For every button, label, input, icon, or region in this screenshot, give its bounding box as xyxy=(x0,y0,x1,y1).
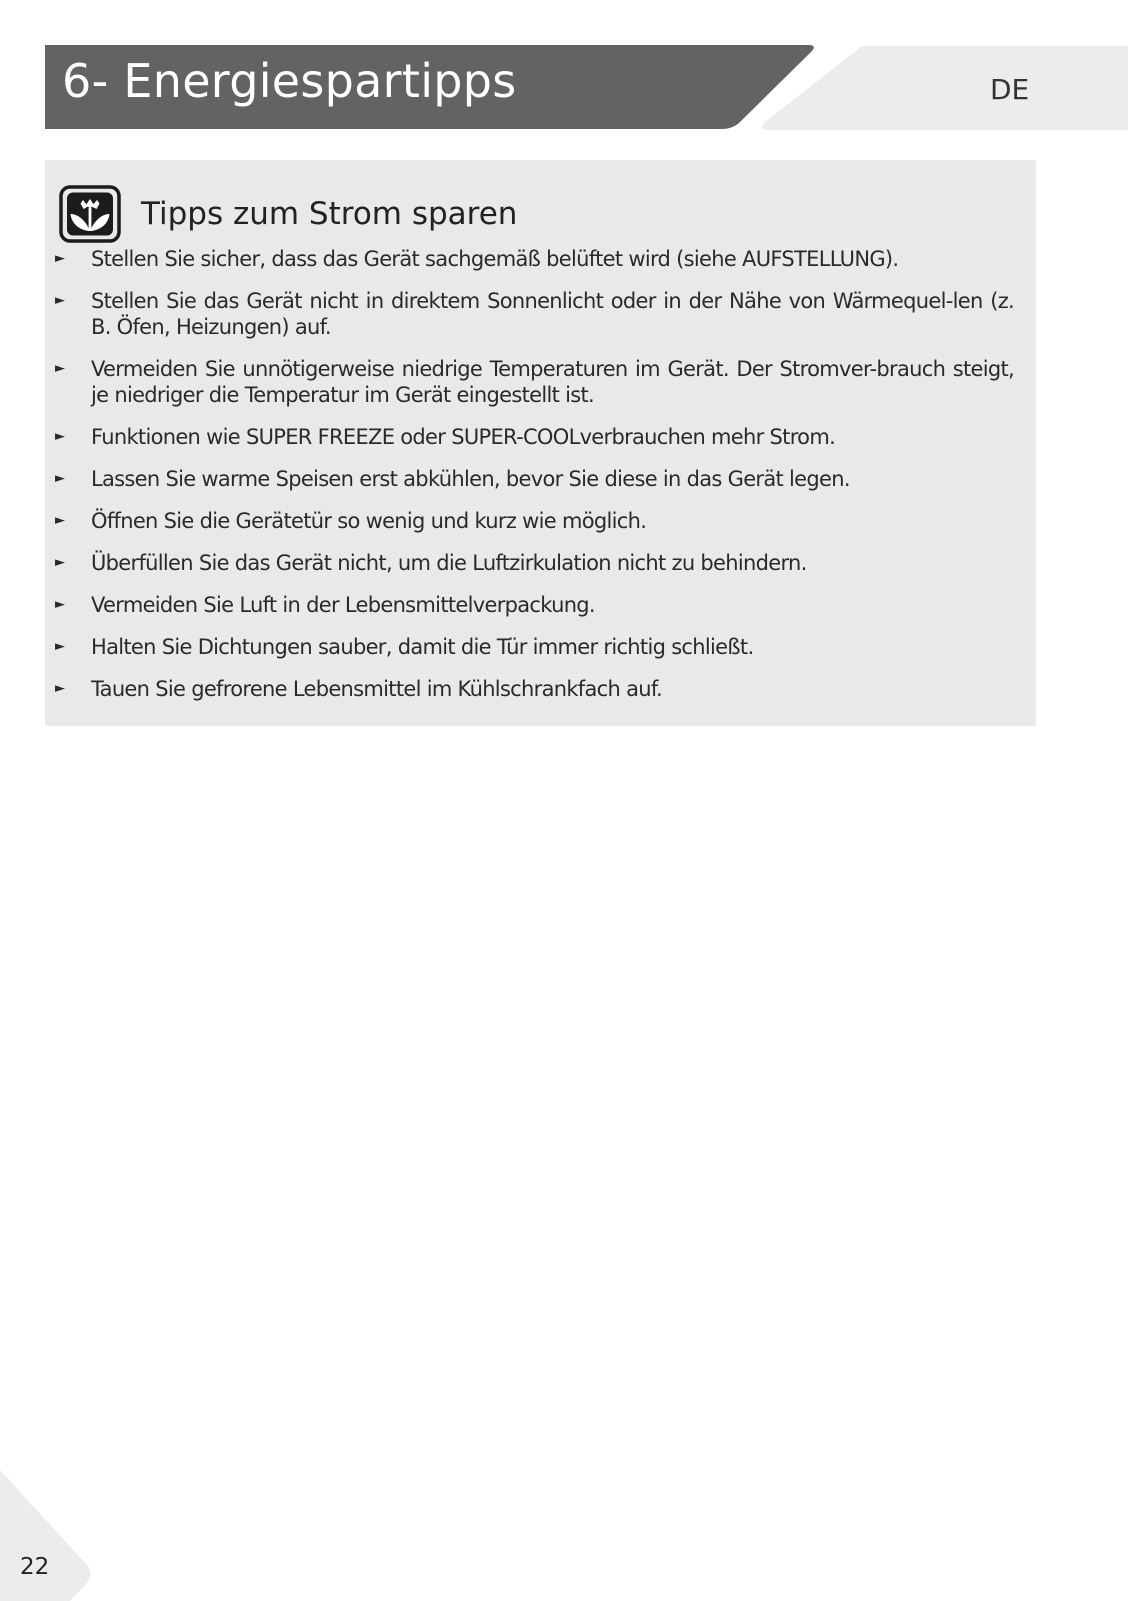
language-label: DE xyxy=(990,73,1030,106)
section-header xyxy=(59,185,517,243)
tip-text: Vermeiden Sie Luft in der Lebensmittelverpackung. xyxy=(91,593,595,617)
page-corner-shape xyxy=(0,1470,95,1601)
triangle-right-icon: ► xyxy=(55,429,65,444)
list-item xyxy=(45,676,1036,702)
tip-text: Halten Sie Dichtungen sauber, damit die Tür immer richtig schließt. xyxy=(91,635,754,659)
triangle-right-icon: ► xyxy=(55,251,65,266)
triangle-right-icon: ► xyxy=(55,293,65,308)
tip-text: Lassen Sie warme Speisen erst abkühlen, bevor Sie diese in das Gerät legen. xyxy=(91,467,850,491)
energy-tips-box xyxy=(45,160,1036,726)
triangle-right-icon: ► xyxy=(55,361,65,376)
tip-text: Stellen Sie das Gerät nicht in direktem Sonnenlicht oder in der Nähe von Wärmequel-len (z. B. Öfen, Heizungen) auf. xyxy=(91,289,1014,339)
list-item xyxy=(45,550,1036,576)
page-number: 22 xyxy=(20,1554,50,1580)
list-item xyxy=(45,356,1036,408)
tip-text: Vermeiden Sie unnötigerweise niedrige Temperaturen im Gerät. Der Stromver-brauch steigt, je niedriger die Temperatur im Gerät eingestellt ist. xyxy=(91,357,1014,407)
tip-text: Stellen Sie sicher, dass das Gerät sachgemäß belüftet wird (siehe AUFSTELLUNG). xyxy=(91,247,899,271)
language-tab-shape xyxy=(762,46,1128,130)
triangle-right-icon: ► xyxy=(55,471,65,486)
list-item xyxy=(45,246,1036,272)
tip-text: Überfüllen Sie das Gerät nicht, um die Luftzirkulation nicht zu behindern. xyxy=(91,551,807,575)
list-item xyxy=(45,288,1036,340)
tips-list xyxy=(45,246,1036,718)
tip-text: Tauen Sie gefrorene Lebensmittel im Kühlschrankfach auf. xyxy=(91,677,663,701)
section-title: Tipps zum Strom sparen xyxy=(141,195,518,232)
triangle-right-icon: ► xyxy=(55,639,65,654)
plant-leaf-icon xyxy=(59,185,121,243)
triangle-right-icon: ► xyxy=(55,681,65,696)
triangle-right-icon: ► xyxy=(55,555,65,570)
triangle-right-icon: ► xyxy=(55,597,65,612)
tip-text: Öffnen Sie die Gerätetür so wenig und kurz wie möglich. xyxy=(91,509,647,533)
list-item xyxy=(45,466,1036,492)
list-item xyxy=(45,424,1036,450)
list-item xyxy=(45,592,1036,618)
triangle-right-icon: ► xyxy=(55,513,65,528)
list-item xyxy=(45,634,1036,660)
list-item xyxy=(45,508,1036,534)
chapter-title: 6- Energiespartipps xyxy=(62,54,517,108)
tip-text: Funktionen wie SUPER FREEZE oder SUPER-COOLverbrauchen mehr Strom. xyxy=(91,425,836,449)
